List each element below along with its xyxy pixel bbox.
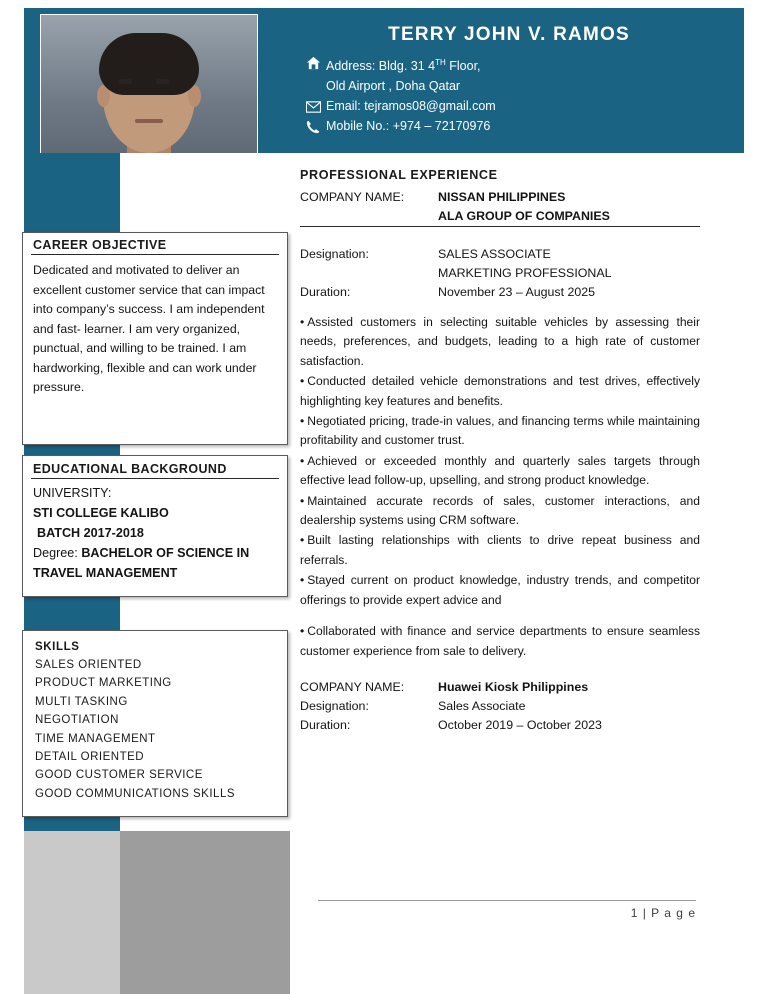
bullet-dot: • (300, 374, 305, 389)
list-item (300, 531, 700, 570)
spacer (300, 302, 700, 313)
bullet-dot: • (300, 573, 305, 588)
address-row (306, 54, 710, 75)
job1-designation-line2: MARKETING PROFESSIONAL (438, 266, 612, 280)
education-school: STI COLLEGE KALIBO (33, 506, 169, 520)
job2-duration-label: Duration: (300, 717, 351, 732)
bullet-text: Maintained accurate records of sales, customer interactions, and dealership systems using CRM software. (300, 493, 700, 528)
education-university-label: UNIVERSITY: (33, 486, 112, 500)
job1-duration-row (300, 283, 700, 302)
bullet-dot: • (300, 533, 305, 548)
job2-designation-label: Designation: (300, 698, 369, 713)
list-item: SALES ORIENTED (35, 659, 142, 671)
bullet-dot: • (300, 315, 305, 329)
job1-company-row (300, 188, 700, 207)
bullet-dot: • (300, 624, 305, 639)
skills-box (22, 630, 288, 817)
bullet-text: Assisted customers in selecting suitable vehicles by assessing their needs, preferences, and budgets, leading to a high rate of customer satisfaction. (300, 315, 700, 368)
career-objective-box (22, 232, 288, 445)
home-icon (306, 54, 326, 71)
job1-designation-row2 (300, 264, 700, 283)
job1-designation: SALES ASSOCIATE (438, 247, 551, 261)
job1-designation-row (300, 245, 700, 264)
list-item (300, 313, 700, 371)
education-batch: BATCH 2017-2018 (37, 526, 144, 540)
bullet-dot: • (300, 414, 305, 429)
email-row[interactable] (306, 98, 710, 115)
photo-mouth (135, 119, 163, 123)
job2-company-label: COMPANY NAME: (300, 679, 405, 694)
email-text: Email: tejramos08@gmail.com (326, 99, 496, 114)
spacer (300, 234, 700, 245)
mobile-row (306, 118, 710, 135)
spacer-label (300, 264, 438, 283)
job2-designation-row (300, 697, 700, 716)
job1-designation-label: Designation: (300, 247, 369, 261)
job2-designation: Sales Associate (438, 698, 526, 713)
job2-company-row (300, 678, 700, 697)
education-degree-label: Degree: (33, 546, 78, 560)
bullet-dot: • (300, 453, 305, 468)
job1-company-line2: ALA GROUP OF COMPANIES (438, 209, 610, 223)
job1-company-label: COMPANY NAME: (300, 190, 405, 204)
list-item: NEGOTIATION (35, 714, 119, 727)
list-item (300, 492, 700, 531)
skills-title: SKILLS (35, 641, 80, 653)
list-item (300, 412, 700, 451)
bullet-text: Conducted detailed vehicle demonstrations and test drives, effectively highlighting key features and benefits. (300, 374, 700, 408)
address-text: Address: Bldg. 31 4TH Floor, (326, 58, 481, 74)
page-title: TERRY JOHN V. RAMOS (388, 24, 630, 45)
footer-divider (318, 900, 696, 901)
education-degree-row (23, 543, 287, 583)
photo-eye-left (119, 79, 132, 84)
list-item: MULTI TASKING (35, 695, 128, 708)
envelope-icon (306, 98, 326, 115)
mobile-text: Mobile No.: +974 – 72170976 (326, 119, 491, 134)
photo-hair (99, 33, 199, 95)
education-box (22, 455, 288, 597)
job2-duration: October 2019 – October 2023 (438, 717, 602, 732)
bullet-text: Built lasting relationships with clients to drive repeat business and referrals. (300, 533, 700, 567)
left-gray-band (24, 831, 120, 994)
list-item (300, 622, 700, 661)
job2-duration-row (300, 716, 700, 735)
bullet-text: Collaborated with finance and service departments to ensure seamless customer experience from sale to delivery. (300, 624, 700, 658)
list-item (300, 452, 700, 491)
bullet-text: Achieved or exceeded monthly and quarterly sales targets through effective lead follow-up, upselling, and strong product knowledge. (300, 453, 700, 488)
phone-icon (306, 118, 326, 135)
job1-duration-label: Duration: (300, 285, 351, 299)
divider (300, 226, 700, 227)
section-title-experience: PROFESSIONAL EXPERIENCE (300, 168, 498, 182)
job1-duration: November 23 – August 2025 (438, 285, 596, 299)
bullet-text: Stayed current on product knowledge, industry trends, and competitor offerings to provide expert advice and (300, 573, 700, 607)
list-item: TIME MANAGEMENT (35, 732, 156, 745)
list-item (300, 372, 700, 411)
list-item: GOOD COMMUNICATIONS SKILLS (35, 787, 236, 800)
bullet-text: Negotiated pricing, trade-in values, and financing terms while maintaining profitability and customer trust. (300, 414, 700, 448)
header-contact-block (290, 18, 710, 138)
career-objective-title: CAREER OBJECTIVE (31, 238, 279, 255)
list-item (300, 571, 700, 610)
address-line2: Old Airport , Doha Qatar (326, 79, 461, 94)
job1-company: NISSAN PHILIPPINES (438, 190, 566, 204)
professional-experience-section (300, 168, 700, 735)
page-number: 1 | P a g e (630, 906, 696, 920)
spacer (300, 662, 700, 678)
education-title: EDUCATIONAL BACKGROUND (31, 462, 279, 479)
bullet-dot: • (300, 493, 305, 508)
list-item: DETAIL ORIENTED (35, 751, 145, 764)
spacer (300, 611, 700, 622)
list-item: PRODUCT MARKETING (35, 677, 172, 690)
career-objective-text: Dedicated and motivated to deliver an excellent customer service that can impact into company’s success. I am independent and fast- learner. I am very organized, punctual, and willing to be trained. I am hardworking, flexible and can work under pressure. (33, 263, 265, 394)
mid-gray-band (120, 831, 290, 994)
education-degree: BACHELOR OF SCIENCE IN TRAVEL MANAGEMENT (33, 546, 250, 580)
list-item: GOOD CUSTOMER SERVICE (35, 769, 203, 782)
job2-company: Huawei Kiosk Philippines (438, 679, 589, 694)
photo-eye-right (156, 79, 169, 84)
